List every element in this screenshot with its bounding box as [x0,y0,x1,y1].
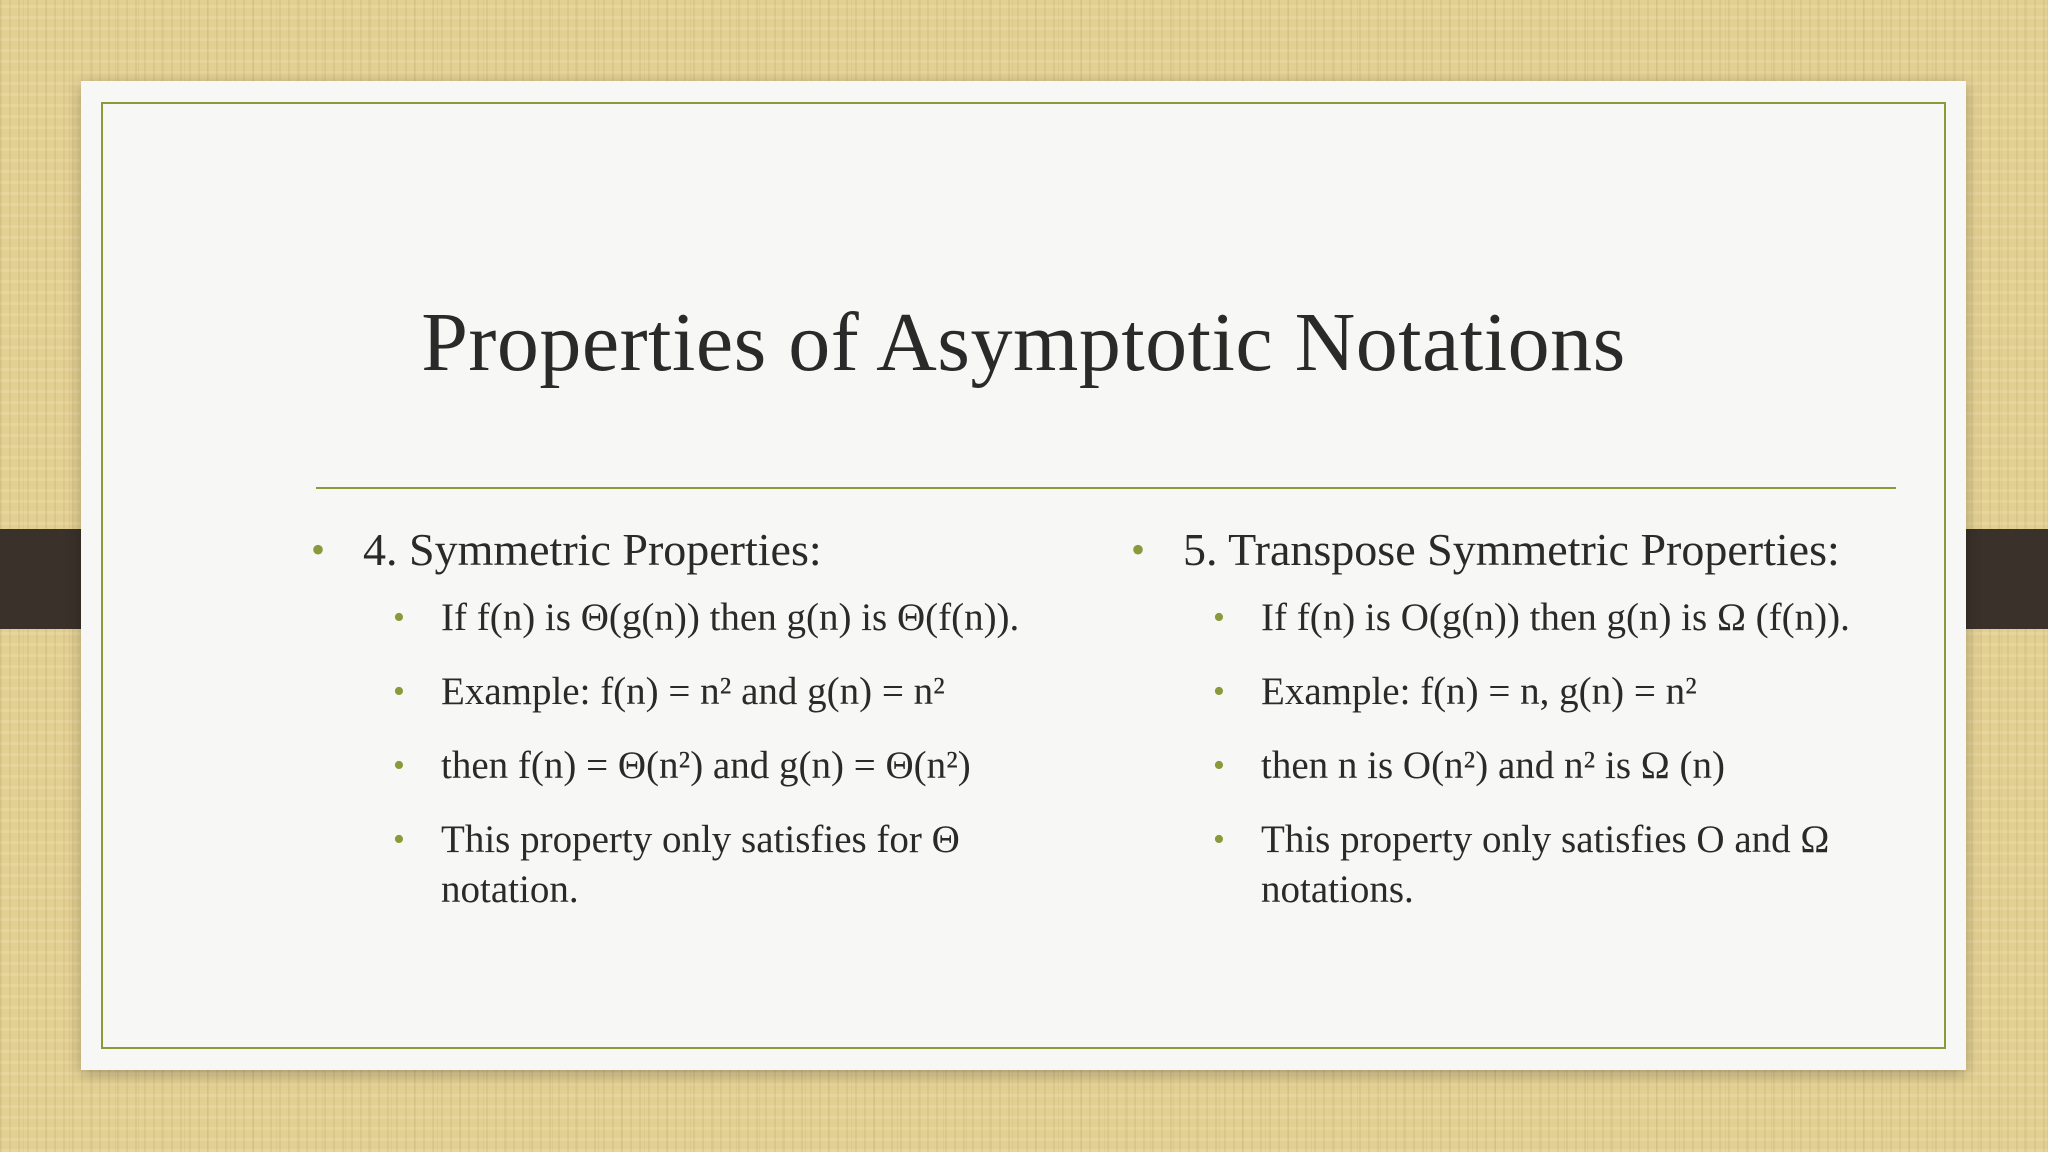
list-item [311,741,1071,791]
list-item-text: Example: f(n) = n, g(n) = n² [1261,670,1697,713]
left-heading-item [311,521,1071,579]
bullet-dot-icon: • [311,527,326,572]
bullet-dot-icon: • [1213,821,1225,858]
slide-title: Properties of Asymptotic Notations [421,296,1626,389]
list-item [311,593,1071,643]
left-sub-list [311,593,1071,915]
bullet-dot-icon: • [393,821,405,858]
bullet-dot-icon: • [1213,599,1225,636]
list-item [311,815,1071,915]
bullet-dot-icon: • [1213,673,1225,710]
right-sub-list [1131,593,1931,915]
left-column [311,521,1071,939]
bullet-dot-icon: • [393,673,405,710]
bullet-dot-icon: • [393,599,405,636]
list-item-text: Example: f(n) = n² and g(n) = n² [441,670,945,713]
list-item-text: then n is O(n²) and n² is Ω (n) [1261,744,1725,787]
right-heading-item [1131,521,1931,579]
list-item [1131,667,1931,717]
list-item-text: If f(n) is Θ(g(n)) then g(n) is Θ(f(n)). [441,596,1020,639]
list-item [1131,815,1931,915]
right-heading: 5. Transpose Symmetric Properties: [1183,524,1840,575]
list-item-text: If f(n) is O(g(n)) then g(n) is Ω (f(n)). [1261,596,1850,639]
list-item-text: then f(n) = Θ(n²) and g(n) = Θ(n²) [441,744,971,787]
list-item [1131,593,1931,643]
title-divider [316,487,1896,489]
list-item-text: This property only satisfies for Θ notation. [441,818,960,911]
bullet-dot-icon: • [393,747,405,784]
right-column [1131,521,1931,939]
list-item [1131,741,1931,791]
list-item [311,667,1071,717]
bullet-dot-icon: • [1213,747,1225,784]
left-heading: 4. Symmetric Properties: [363,524,822,575]
list-item-text: This property only satisfies O and Ω notations. [1261,818,1830,911]
bullet-dot-icon: • [1131,527,1146,572]
slide [81,81,1966,1070]
